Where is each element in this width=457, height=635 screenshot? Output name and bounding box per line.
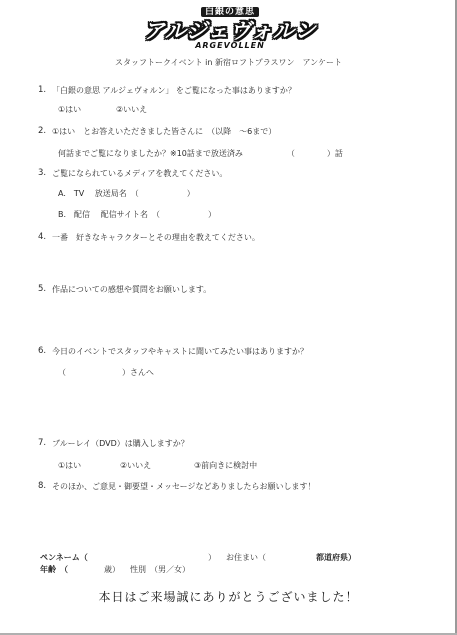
penname-label: ペンネーム（	[40, 553, 88, 562]
age-label: 年齢 （	[40, 565, 68, 574]
q7-option-yes[interactable]: ①はい	[58, 461, 82, 470]
prefecture-label: 都道府県）	[316, 553, 356, 562]
q1-option-no[interactable]: ②いいえ	[116, 105, 148, 114]
q6-text: 今日のイベントでスタッフやキャストに聞いてみたい事はありますか？	[52, 347, 308, 356]
q2-text: ①はい とお答えいただきました皆さんに （以降 ～6まで）	[52, 127, 277, 136]
q3-text: ご覧になられているメディアを教えてください。	[52, 169, 228, 178]
penname-close: ）	[208, 553, 216, 562]
q5-number: 5.	[38, 284, 47, 294]
q3-number: 3.	[38, 168, 47, 178]
q7-number: 7.	[38, 438, 47, 448]
logo-english: ARGEVOLLEN	[195, 41, 265, 50]
q8-text: そのほか、ご意見・御要望・メッセージなどありましたらお願いします！	[52, 482, 316, 491]
q7-option-no[interactable]: ②いいえ	[120, 461, 152, 470]
q4-text: 一番 好きなキャラクターとその理由を教えてください。	[52, 233, 260, 242]
q4-number: 4.	[38, 232, 47, 242]
survey-subtitle: スタッフトークイベント in 新宿ロフトプラスワン アンケート	[114, 58, 343, 67]
q8-number: 8.	[38, 481, 47, 491]
q7-text: ブルーレイ（DVD）は購入しますか？	[52, 439, 189, 448]
q1-option-yes[interactable]: ①はい	[58, 105, 82, 114]
q5-text: 作品についての感想や質問をお願いします。	[52, 285, 212, 294]
q2-number: 2.	[38, 126, 47, 136]
q3-streaming-field[interactable]: B. 配信 配信サイト名 （ ）	[58, 210, 217, 219]
logo-title: アルジェヴォルン	[143, 19, 317, 43]
address-label: お住まい（	[226, 553, 266, 562]
gender-field[interactable]: 性別 （男／女）	[130, 565, 190, 574]
q3-tv-field[interactable]: A. TV 放送局名 （ ）	[58, 189, 195, 198]
q2-episode-field[interactable]: 何話までご覧になりましたか？※10話まで放送済み （ ）話	[58, 149, 343, 158]
logo-subtitle: 白銀の意思	[201, 7, 259, 17]
age-unit: 歳）	[104, 565, 120, 574]
closing-message: 本日はご来場誠にありがとうございました！	[98, 590, 359, 604]
q7-option-considering[interactable]: ③前向きに検討中	[194, 461, 258, 470]
q1-number: 1.	[38, 85, 47, 95]
q1-text: 「白銀の意思 アルジェヴォルン」 をご覧になった事はありますか？	[52, 86, 296, 95]
title-logo	[140, 4, 320, 52]
q6-staff-field[interactable]: （ ）さんへ	[58, 368, 154, 377]
q6-number: 6.	[38, 346, 47, 356]
